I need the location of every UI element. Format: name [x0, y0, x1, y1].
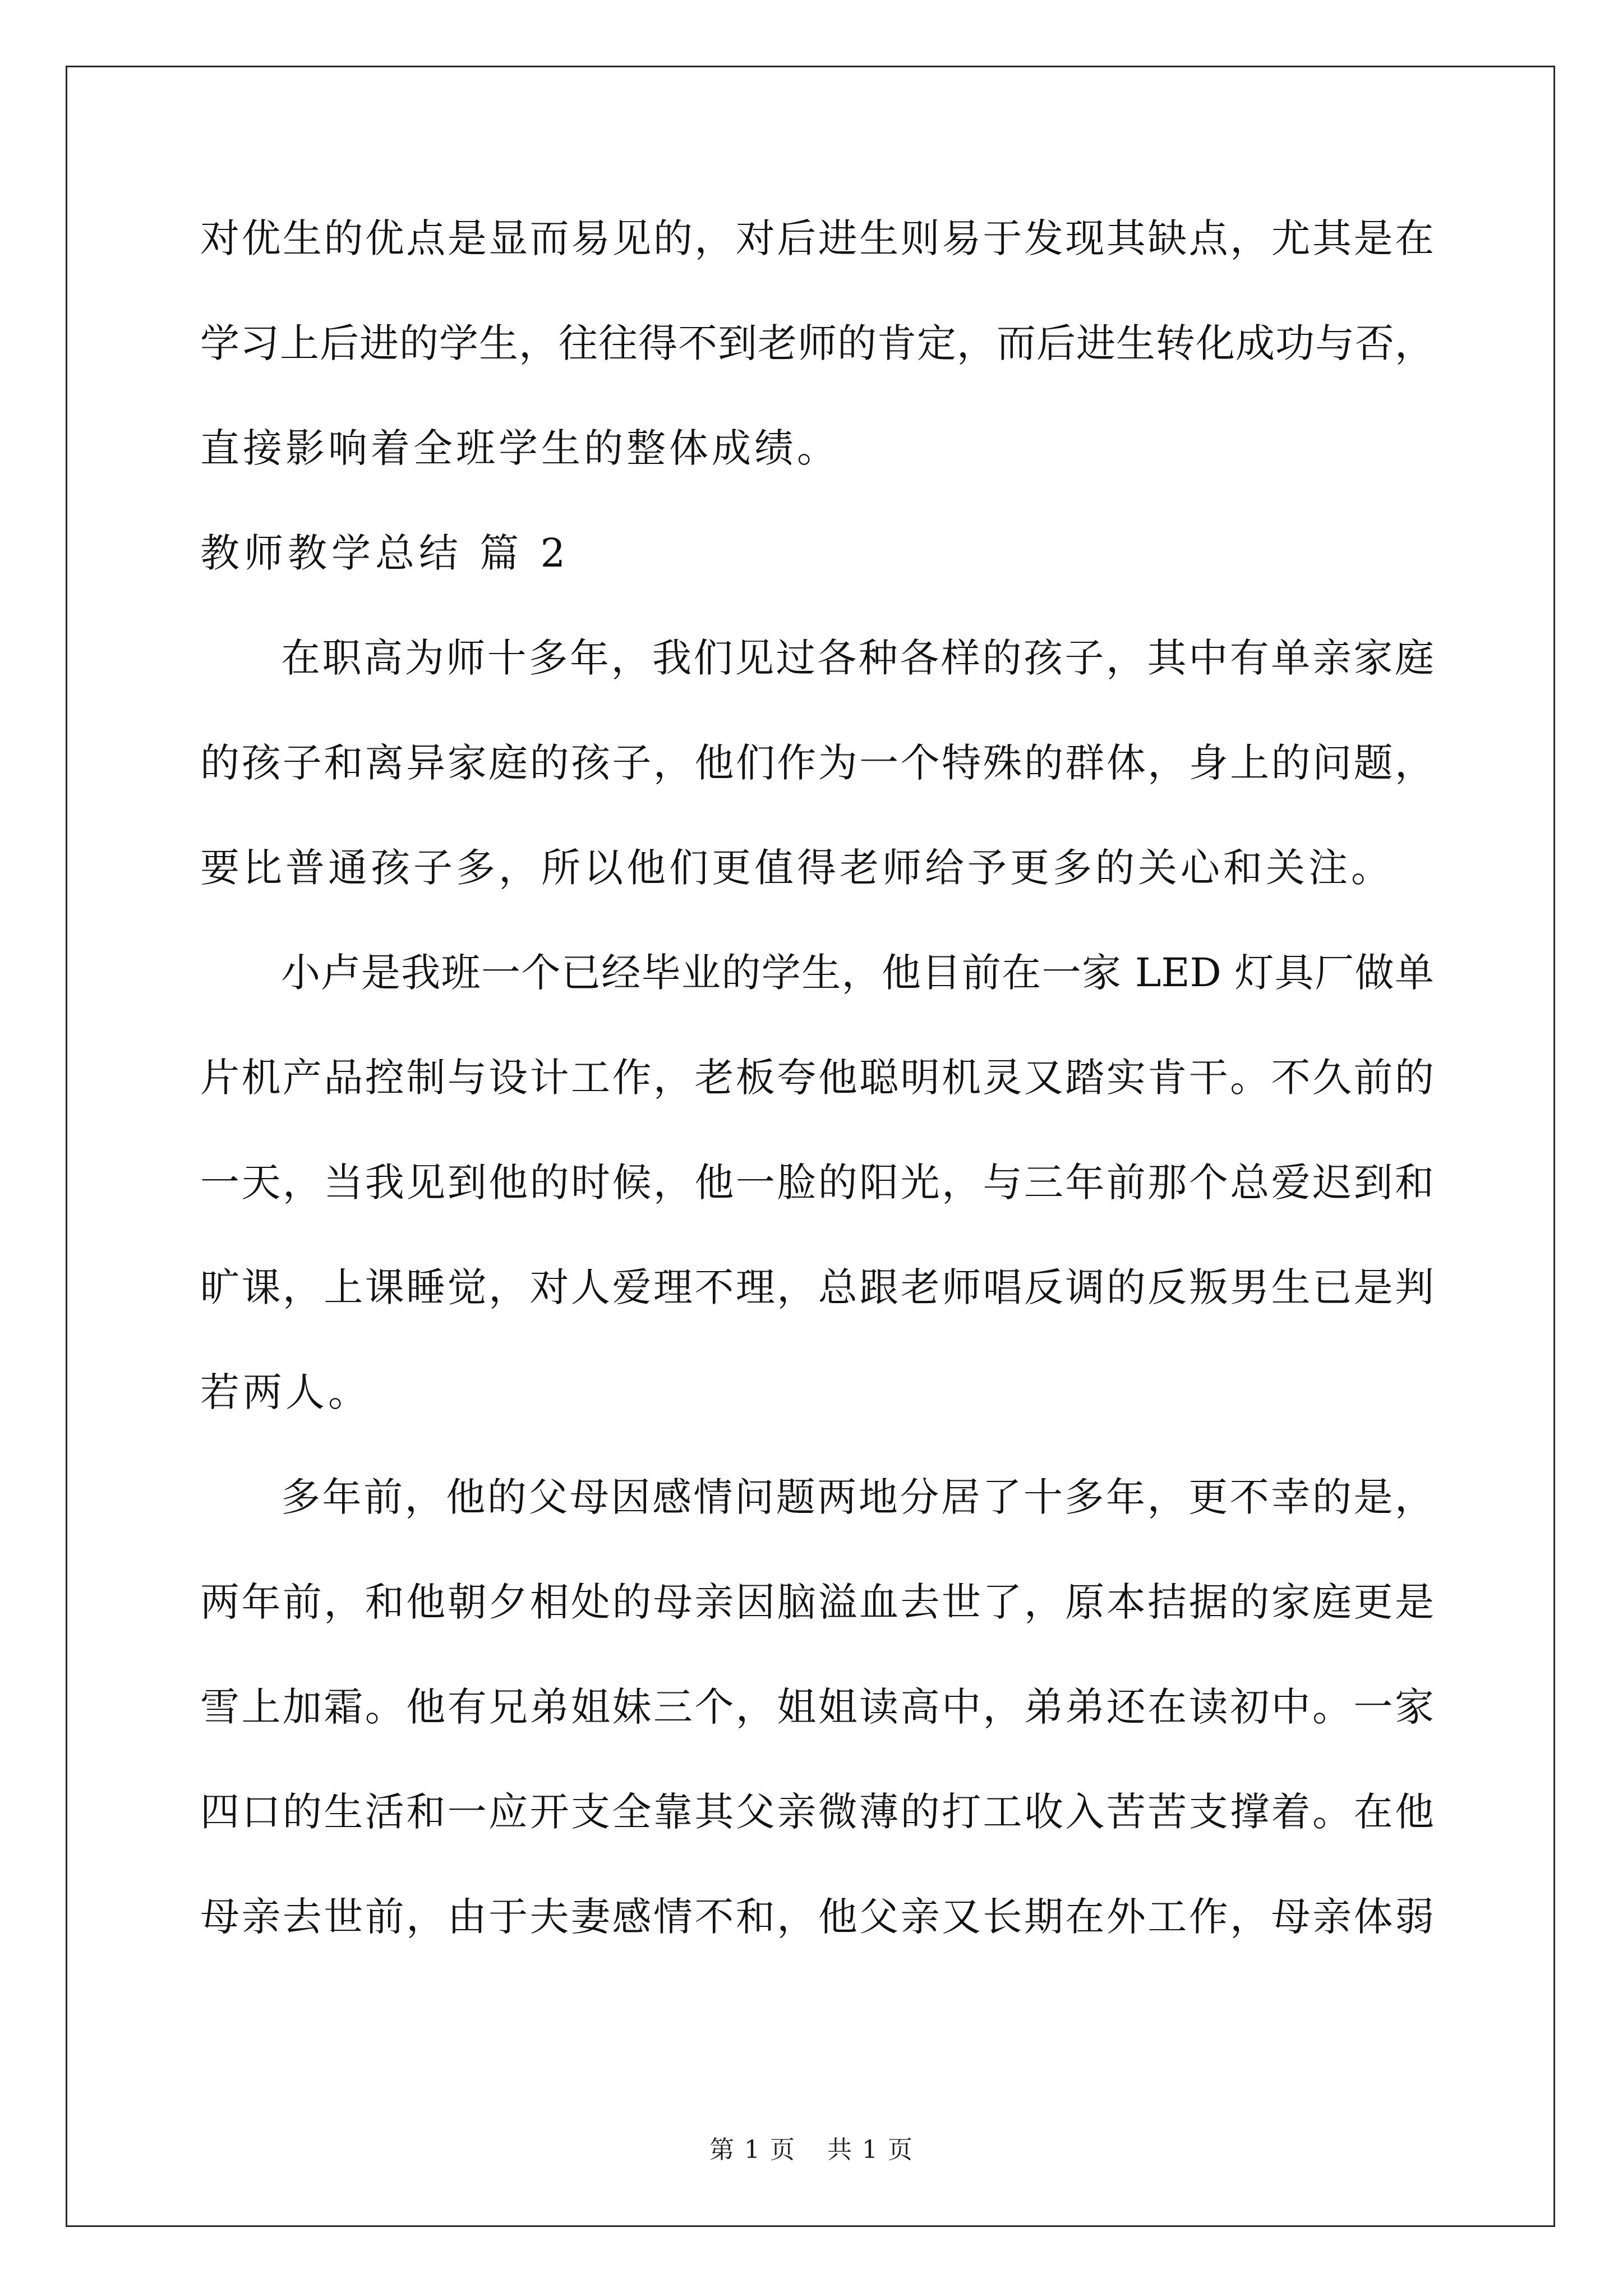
- section-heading: 教师教学总结 篇 2: [200, 530, 570, 576]
- text-line: 要比普通孩子多，所以他们更值得老师给予更多的关心和关注。: [200, 845, 1394, 891]
- text-line: 学习上后进的学生，往往得不到老师的肯定，而后进生转化成功与否，: [200, 320, 1434, 366]
- page-footer: [0, 2129, 1623, 2165]
- text-line: 直接影响着全班学生的整体成绩。: [200, 425, 840, 471]
- text-line: 在职高为师十多年，我们见过各种各样的孩子，其中有单亲家庭: [281, 635, 1434, 681]
- text-line: 一天，当我见到他的时候，他一脸的阳光，与三年前那个总爱迟到和: [200, 1159, 1434, 1205]
- text-line: 两年前，和他朝夕相处的母亲因脑溢血去世了，原本拮据的家庭更是: [200, 1579, 1434, 1625]
- page-total: 共 1 页: [827, 2136, 914, 2164]
- text-line: 雪上加霜。他有兄弟姐妹三个，姐姐读高中，弟弟还在读初中。一家: [200, 1684, 1434, 1730]
- text-line: 的孩子和离异家庭的孩子，他们作为一个特殊的群体，身上的问题，: [200, 740, 1434, 786]
- text-line: 多年前，他的父母因感情问题两地分居了十多年，更不幸的是，: [281, 1474, 1434, 1520]
- text-line: 若两人。: [200, 1369, 371, 1415]
- text-line: 旷课，上课睡觉，对人爱理不理，总跟老师唱反调的反叛男生已是判: [200, 1264, 1434, 1310]
- text-line: 四口的生活和一应开支全靠其父亲微薄的打工收入苦苦支撑着。在他: [200, 1789, 1434, 1835]
- text-line: 片机产品控制与设计工作，老板夸他聪明机灵又踏实肯干。不久前的: [200, 1055, 1434, 1101]
- text-line: 对优生的优点是显而易见的，对后进生则易于发现其缺点，尤其是在: [200, 215, 1434, 261]
- text-line: 母亲去世前，由于夫妻感情不和，他父亲又长期在外工作，母亲体弱: [200, 1894, 1434, 1940]
- document-body: [200, 213, 1434, 1996]
- page-number: 第 1 页: [709, 2136, 796, 2164]
- text-line: 小卢是我班一个已经毕业的学生，他目前在一家 LED 灯具厂做单: [281, 950, 1434, 996]
